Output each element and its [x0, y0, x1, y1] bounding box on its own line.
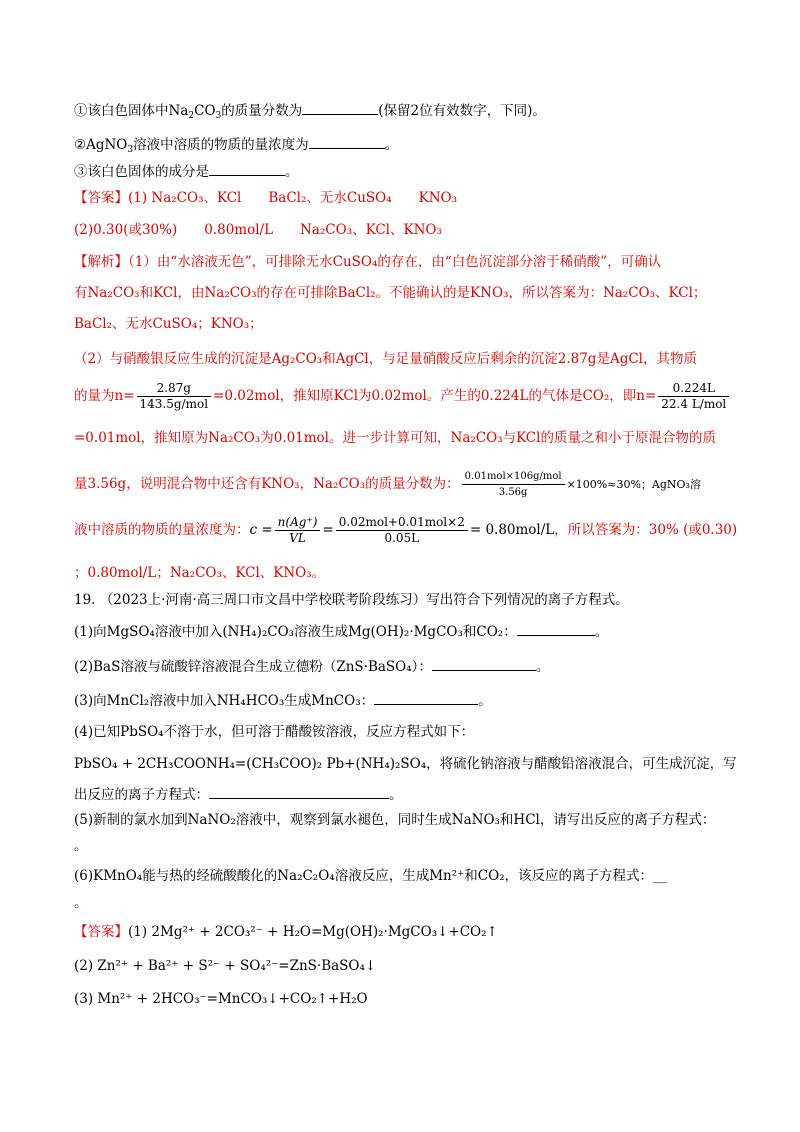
analysis-line-6: =0.01mol，推知原为Na₂CO₃为0.01mol。进一步计算可知，Na₂CO₃与KCl的质量之和小于原混合物的质: [74, 430, 716, 446]
analysis-line-3: BaCl₂、无水CuSO₄；KNO₃；: [74, 316, 263, 332]
answer-18-line-1: 【答案】(1) Na₂CO₃、KCl BaCl₂、无水CuSO₄ KNO₃: [74, 190, 458, 206]
q19-part-2: (2)BaS溶液与硫酸锌溶液混合生成立德粉（ZnS·BaSO₄）： 。: [74, 656, 740, 677]
answer-19-line-3: (3) Mn²⁺ + 2HCO₃⁻=MnCO₃↓+CO₂↑+H₂O: [74, 991, 368, 1007]
analysis-line-7: 量3.56g，说明混合物中还含有KNO₃，Na₂CO₃的质量分数为： $\frac{\text{0.01mol×106g/mol}}{3.56g}$ ×100%≈30%；AgNO₃溶: [74, 471, 701, 498]
analysis-line-4: （2）与硝酸银反应生成的沉淀是Ag₂CO₃和AgCl，与足量硝酸反应后剩余的沉淀2.87g是AgCl，其物质: [74, 351, 697, 367]
q19-part-3: (3)向MnCl₂溶液中加入NH₄HCO₃生成MnCO₃： 。: [74, 690, 740, 711]
analysis-line-5: 的量为n= $\frac{2.87g}{\text{143.5g/mol}}$ =0.02mol，推知原KCl为0.02mol。产生的0.224L的气体是CO₂，即n= $\frac{0.224L}{\text{22.4 L/mol}}$: [74, 378, 740, 414]
analysis-line-8: 液中溶质的物质的量浓度为：c = $\frac{n(Ag^+)}{VL}$ = $\frac{\text{0.02mol+0.01mol×2}}{0.05L}$ = 0.80mol/L，所以答案为：30% (或0.30): [74, 515, 738, 545]
fraction-1: $\frac{2.87g}{\text{143.5g/mol}}$: [137, 381, 212, 412]
fraction-3: $\frac{\text{0.01mol×106g/mol}}{3.56g}$: [462, 469, 565, 500]
analysis-line-1: 【解析】（1）由“水溶液无色”，可排除无水CuSO₄的存在，由“白色沉淀部分溶于稀硝酸”，可确认: [74, 254, 662, 270]
question-19-title: 19. （2023上·河南·高三周口市文昌中学校联考阶段练习）写出符合下列情况的离子方程式。: [74, 592, 629, 608]
q19-part-4: (4)已知PbSO₄不溶于水，但可溶于醋酸铵溶液，反应方程式如下：: [74, 724, 475, 740]
q19-part-4b: PbSO₄ + 2CH₃COONH₄=(CH₃COO)₂ Pb+(NH₄)₂SO₄，将硫化钠溶液与醋酸铅溶液混合，可生成沉淀，写: [74, 756, 737, 772]
fraction-2: $\frac{0.224L}{\text{22.4 L/mol}}$: [658, 381, 729, 412]
answer-tag: 【答案】: [74, 924, 128, 940]
answer-tag: 【答案】: [74, 190, 128, 206]
subq-1: ①该白色固体中$Na_2CO_3$的质量分数为 (保留2位有效数字，下同)。: [74, 100, 740, 126]
analysis-tag: 【解析】: [74, 254, 128, 270]
answer-18-line-2: (2)0.30(或30%) 0.80mol/L Na₂CO₃、KCl、KNO₃: [74, 222, 442, 238]
q19-part-5b: 。: [74, 838, 88, 854]
analysis-line-2: 有Na₂CO₃和KCl，由Na₂CO₃的存在可排除BaCl₂。不能确认的是KNO₃，所以答案为：Na₂CO₃、KCl；: [74, 285, 707, 301]
analysis-line-9: ；0.80mol/L；Na₂CO₃、KCl、KNO₃。: [74, 565, 326, 581]
q19-part-4c: 出反应的离子方程式： 。: [74, 784, 740, 805]
q19-part-1: (1)向MgSO₄溶液中加入(NH₄)₂CO₃溶液生成Mg(OH)₂·MgCO₃和CO₂： 。: [74, 621, 740, 642]
q19-part-5: (5)新制的氯水加到NaNO₂溶液中，观察到氯水褪色，同时生成NaNO₃和HCl，请写出反应的离子方程式：: [74, 812, 716, 828]
answer-19-line-1: 【答案】(1) 2Mg²⁺ + 2CO₃²⁻ + H₂O=Mg(OH)₂·MgCO₃↓+CO₂↑: [74, 924, 498, 940]
answer-19-line-2: (2) Zn²⁺ + Ba²⁺ + S²⁻ + SO₄²⁻=ZnS·BaSO₄↓: [74, 958, 377, 974]
fraction-4: $\frac{n(Ag^+)}{VL}$: [275, 515, 321, 546]
q19-part-6b: 。: [74, 895, 88, 911]
subq-2: ②AgNO$_3$溶液中溶质的物质的量浓度为 。: [74, 134, 740, 160]
fraction-5: $\frac{\text{0.02mol+0.01mol×2}}{0.05L}$: [336, 515, 468, 546]
subq-3: ③该白色固体的成分是 。: [74, 161, 740, 182]
q19-part-6: (6)KMnO₄能与热的经硫酸酸化的Na₂C₂O₄溶液反应，生成Mn²⁺和CO₂，该反应的离子方程式：__: [74, 868, 667, 884]
